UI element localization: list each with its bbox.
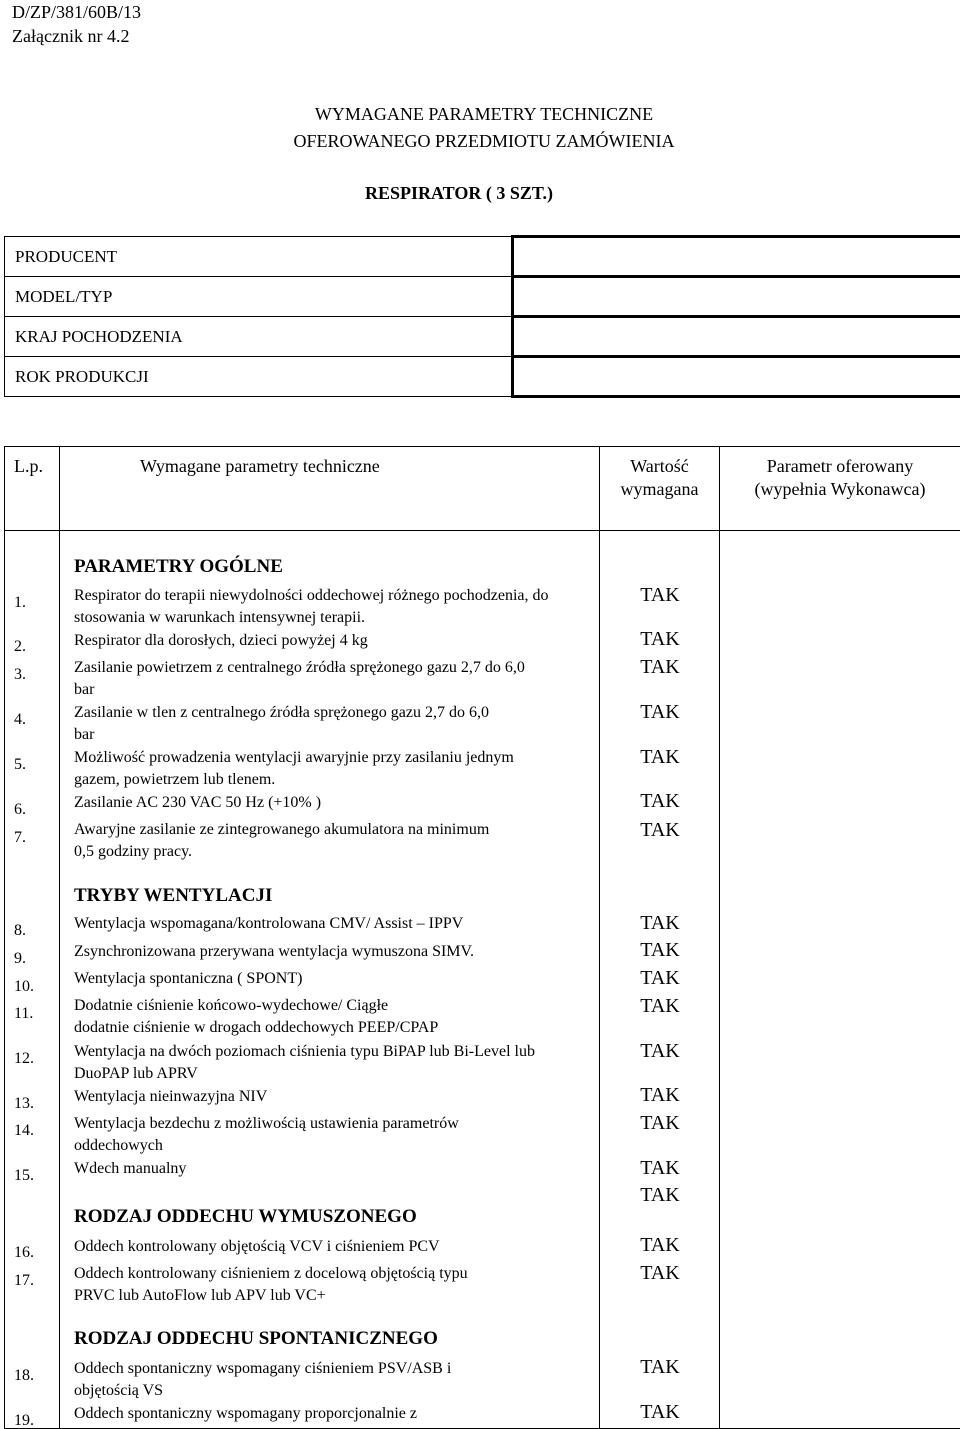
required-value-column-header [600,447,720,531]
item-number: 15. [14,1167,34,1184]
required-value-tak: TAK [640,967,680,989]
section-heading-modes: TRYBY WENTYLACJI [74,885,273,906]
item-description: DuoPAP lub APRV [74,1065,198,1082]
product-info-table [4,235,960,398]
lp-column-body [5,531,60,1429]
country-label: KRAJ POCHODZENIA [5,317,513,357]
item-description: Oddech spontaniczny wspomagany ciśnieniem PSV/ASB i [74,1360,452,1377]
item-description: Zasilanie w tlen z centralnego źródła sprężonego gazu 2,7 do 6,0 [74,704,489,721]
required-value-tak: TAK [640,995,680,1017]
item-description: Respirator do terapii niewydolności oddechowej różnego pochodzenia, do [74,587,549,604]
item-number: 14. [14,1122,34,1139]
item-description: Wentylacja bezdechu z możliwością ustawienia parametrów [74,1115,459,1132]
item-number: 18. [14,1367,34,1384]
item-description: Wdech manualny [74,1160,187,1177]
table-body-row [5,531,960,1429]
item-number: 9. [14,950,26,967]
item-description: gazem, powietrzem lub tlenem. [74,771,276,788]
producer-label: PRODUCENT [5,237,513,277]
year-value-field[interactable] [513,357,960,397]
item-number: 1. [14,594,26,611]
item-description: Oddech spontaniczny wspomagany proporcjonalnie z [74,1405,418,1422]
item-description: Wentylacja nieinwazyjna NIV [74,1088,268,1105]
item-description: Możliwość prowadzenia wentylacji awaryjnie przy zasilaniu jednym [74,749,514,766]
item-description: bar [74,681,95,698]
offered-parameter-column-header [720,447,960,531]
document-title-line1: WYMAGANE PARAMETRY TECHNICZNE [314,104,654,124]
country-value-field[interactable] [513,317,960,357]
item-number: 17. [14,1272,34,1289]
item-description: stosowania w warunkach intensywnej terapii. [74,609,366,626]
required-value-tak: TAK [640,1112,680,1134]
item-number: 8. [14,922,26,939]
item-description: objętością VS [74,1382,164,1399]
required-column-body [600,531,720,1429]
required-value-tak: TAK [640,790,680,812]
lp-column-header: L.p. [5,447,60,531]
required-value-tak: TAK [640,1234,680,1256]
item-description: Wentylacja spontaniczna ( SPONT) [74,970,303,987]
item-number: 2. [14,638,26,655]
year-label: ROK PRODUKCJI [5,357,513,397]
required-value-header-line1: Wartość [630,456,689,476]
document-title-line2: OFEROWANEGO PRZEDMIOTU ZAMÓWIENIA [293,131,675,151]
required-value-tak: TAK [640,584,680,606]
item-description: Zsynchronizowana przerywana wentylacja wymuszona SIMV. [74,943,475,960]
required-value-tak: TAK [640,628,680,650]
offered-parameter-header-line1: Parametr oferowany [766,456,914,476]
item-number: 12. [14,1050,34,1067]
required-value-tak: TAK [640,746,680,768]
parameters-column-body [60,531,600,1429]
item-description: Zasilanie powietrzem z centralnego źródła sprężonego gazu 2,7 do 6,0 [74,659,525,676]
item-number: 16. [14,1244,34,1261]
offered-parameter-header-line2: (wypełnia Wykonawca) [754,479,926,499]
item-description: Awaryjne zasilanie ze zintegrowanego akumulatora na minimum [74,821,490,838]
required-value-header-line2: wymagana [620,479,699,499]
item-description: oddechowych [74,1137,163,1154]
required-value-tak: TAK [640,1084,680,1106]
item-number: 4. [14,711,26,728]
item-number: 5. [14,756,26,773]
item-number: 10. [14,978,34,995]
item-description: Zasilanie AC 230 VAC 50 Hz (+10% ) [74,794,322,811]
required-value-tak: TAK [640,1401,680,1423]
item-number: 6. [14,801,26,818]
parameters-column-header: Wymagane parametry techniczne [60,447,600,531]
item-number: 13. [14,1095,34,1112]
required-value-tak: TAK [640,1040,680,1062]
required-value-tak: TAK [640,912,680,934]
parameters-table [4,446,960,1429]
required-value-tak: TAK [640,939,680,961]
required-value-tak: TAK [640,656,680,678]
item-description: bar [74,726,95,743]
table-header-row [5,447,960,531]
annex-label: Załącznik nr 4.2 [12,26,130,46]
model-label: MODEL/TYP [5,277,513,317]
item-number: 7. [14,829,26,846]
item-description: dodatnie ciśnienie w drogach oddechowych PEEP/CPAP [74,1019,439,1036]
section-heading-forced: RODZAJ ODDECHU WYMUSZONEGO [74,1206,417,1227]
item-description: Oddech kontrolowany ciśnieniem z docelową objętością typu [74,1265,468,1282]
required-value-tak: TAK [640,1356,680,1378]
item-number: 11. [14,1005,34,1022]
required-value-tak: TAK [640,701,680,723]
item-description: Wentylacja wspomagana/kontrolowana CMV/ Assist – IPPV [74,915,464,932]
section-heading-general: PARAMETRY OGÓLNE [74,556,283,577]
item-description: Respirator dla dorosłych, dzieci powyżej 4 kg [74,632,368,649]
item-description: Dodatnie ciśnienie końcowo-wydechowe/ Ciągłe [74,997,389,1014]
item-number: 3. [14,666,26,683]
offered-value-field[interactable] [720,531,960,1429]
item-description: Wentylacja na dwóch poziomach ciśnienia typu BiPAP lub Bi-Level lub [74,1043,535,1060]
producer-value-field[interactable] [513,237,960,277]
item-number: 19. [14,1412,34,1429]
subject-title: RESPIRATOR ( 3 SZT.) [365,183,554,203]
model-value-field[interactable] [513,277,960,317]
required-value-tak: TAK [640,819,680,841]
required-value-tak: TAK [640,1262,680,1284]
section-heading-spontaneous: RODZAJ ODDECHU SPONTANICZNEGO [74,1328,438,1349]
document-reference: D/ZP/381/60B/13 [12,2,142,22]
required-value-tak: TAK [640,1184,680,1206]
item-description: PRVC lub AutoFlow lub APV lub VC+ [74,1287,326,1304]
required-value-tak: TAK [640,1157,680,1179]
item-description: 0,5 godziny pracy. [74,843,193,860]
item-description: Oddech kontrolowany objętością VCV i ciśnieniem PCV [74,1238,440,1255]
